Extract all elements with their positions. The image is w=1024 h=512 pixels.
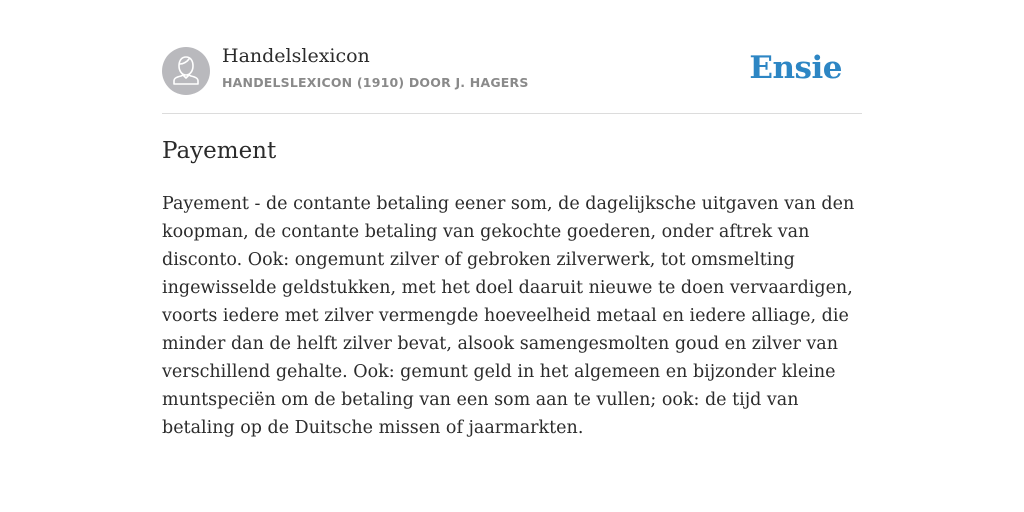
article-card bbox=[162, 0, 862, 438]
article-body: Payement - de contante betaling eener som, de dagelijksche uitgaven van den koopman, de contante betaling van gekochte goederen, onder aftrek van disconto. Ook: ongemunt zilver of gebroken zilverwerk, tot omsmelting ingewisselde geldstukken, met het doel daaruit nieuwe te doen vervaardigen, voorts iedere met zilver vermengde hoeveelheid metaal en iedere alliage, die minder dan de helft zilver bevat, alsook samengesmolten goud en zilver van verschillend gehalte. Ook: gemunt geld in het algemeen en bijzonder kleine muntspeciën om de betaling van een som aan te vullen; ook: de tijd van betaling op de Duitsche missen of jaarmarkten. bbox=[162, 194, 855, 438]
source-avatar[interactable] bbox=[162, 47, 210, 95]
user-icon bbox=[162, 47, 210, 95]
article-title: Payement bbox=[162, 138, 277, 164]
source-header bbox=[162, 0, 862, 114]
source-name-link[interactable]: Handelslexicon bbox=[222, 45, 370, 67]
source-subtitle: HANDELSLEXICON (1910) DOOR J. HAGERS bbox=[222, 75, 529, 90]
ensie-logo-link[interactable]: Ensie bbox=[749, 50, 842, 86]
